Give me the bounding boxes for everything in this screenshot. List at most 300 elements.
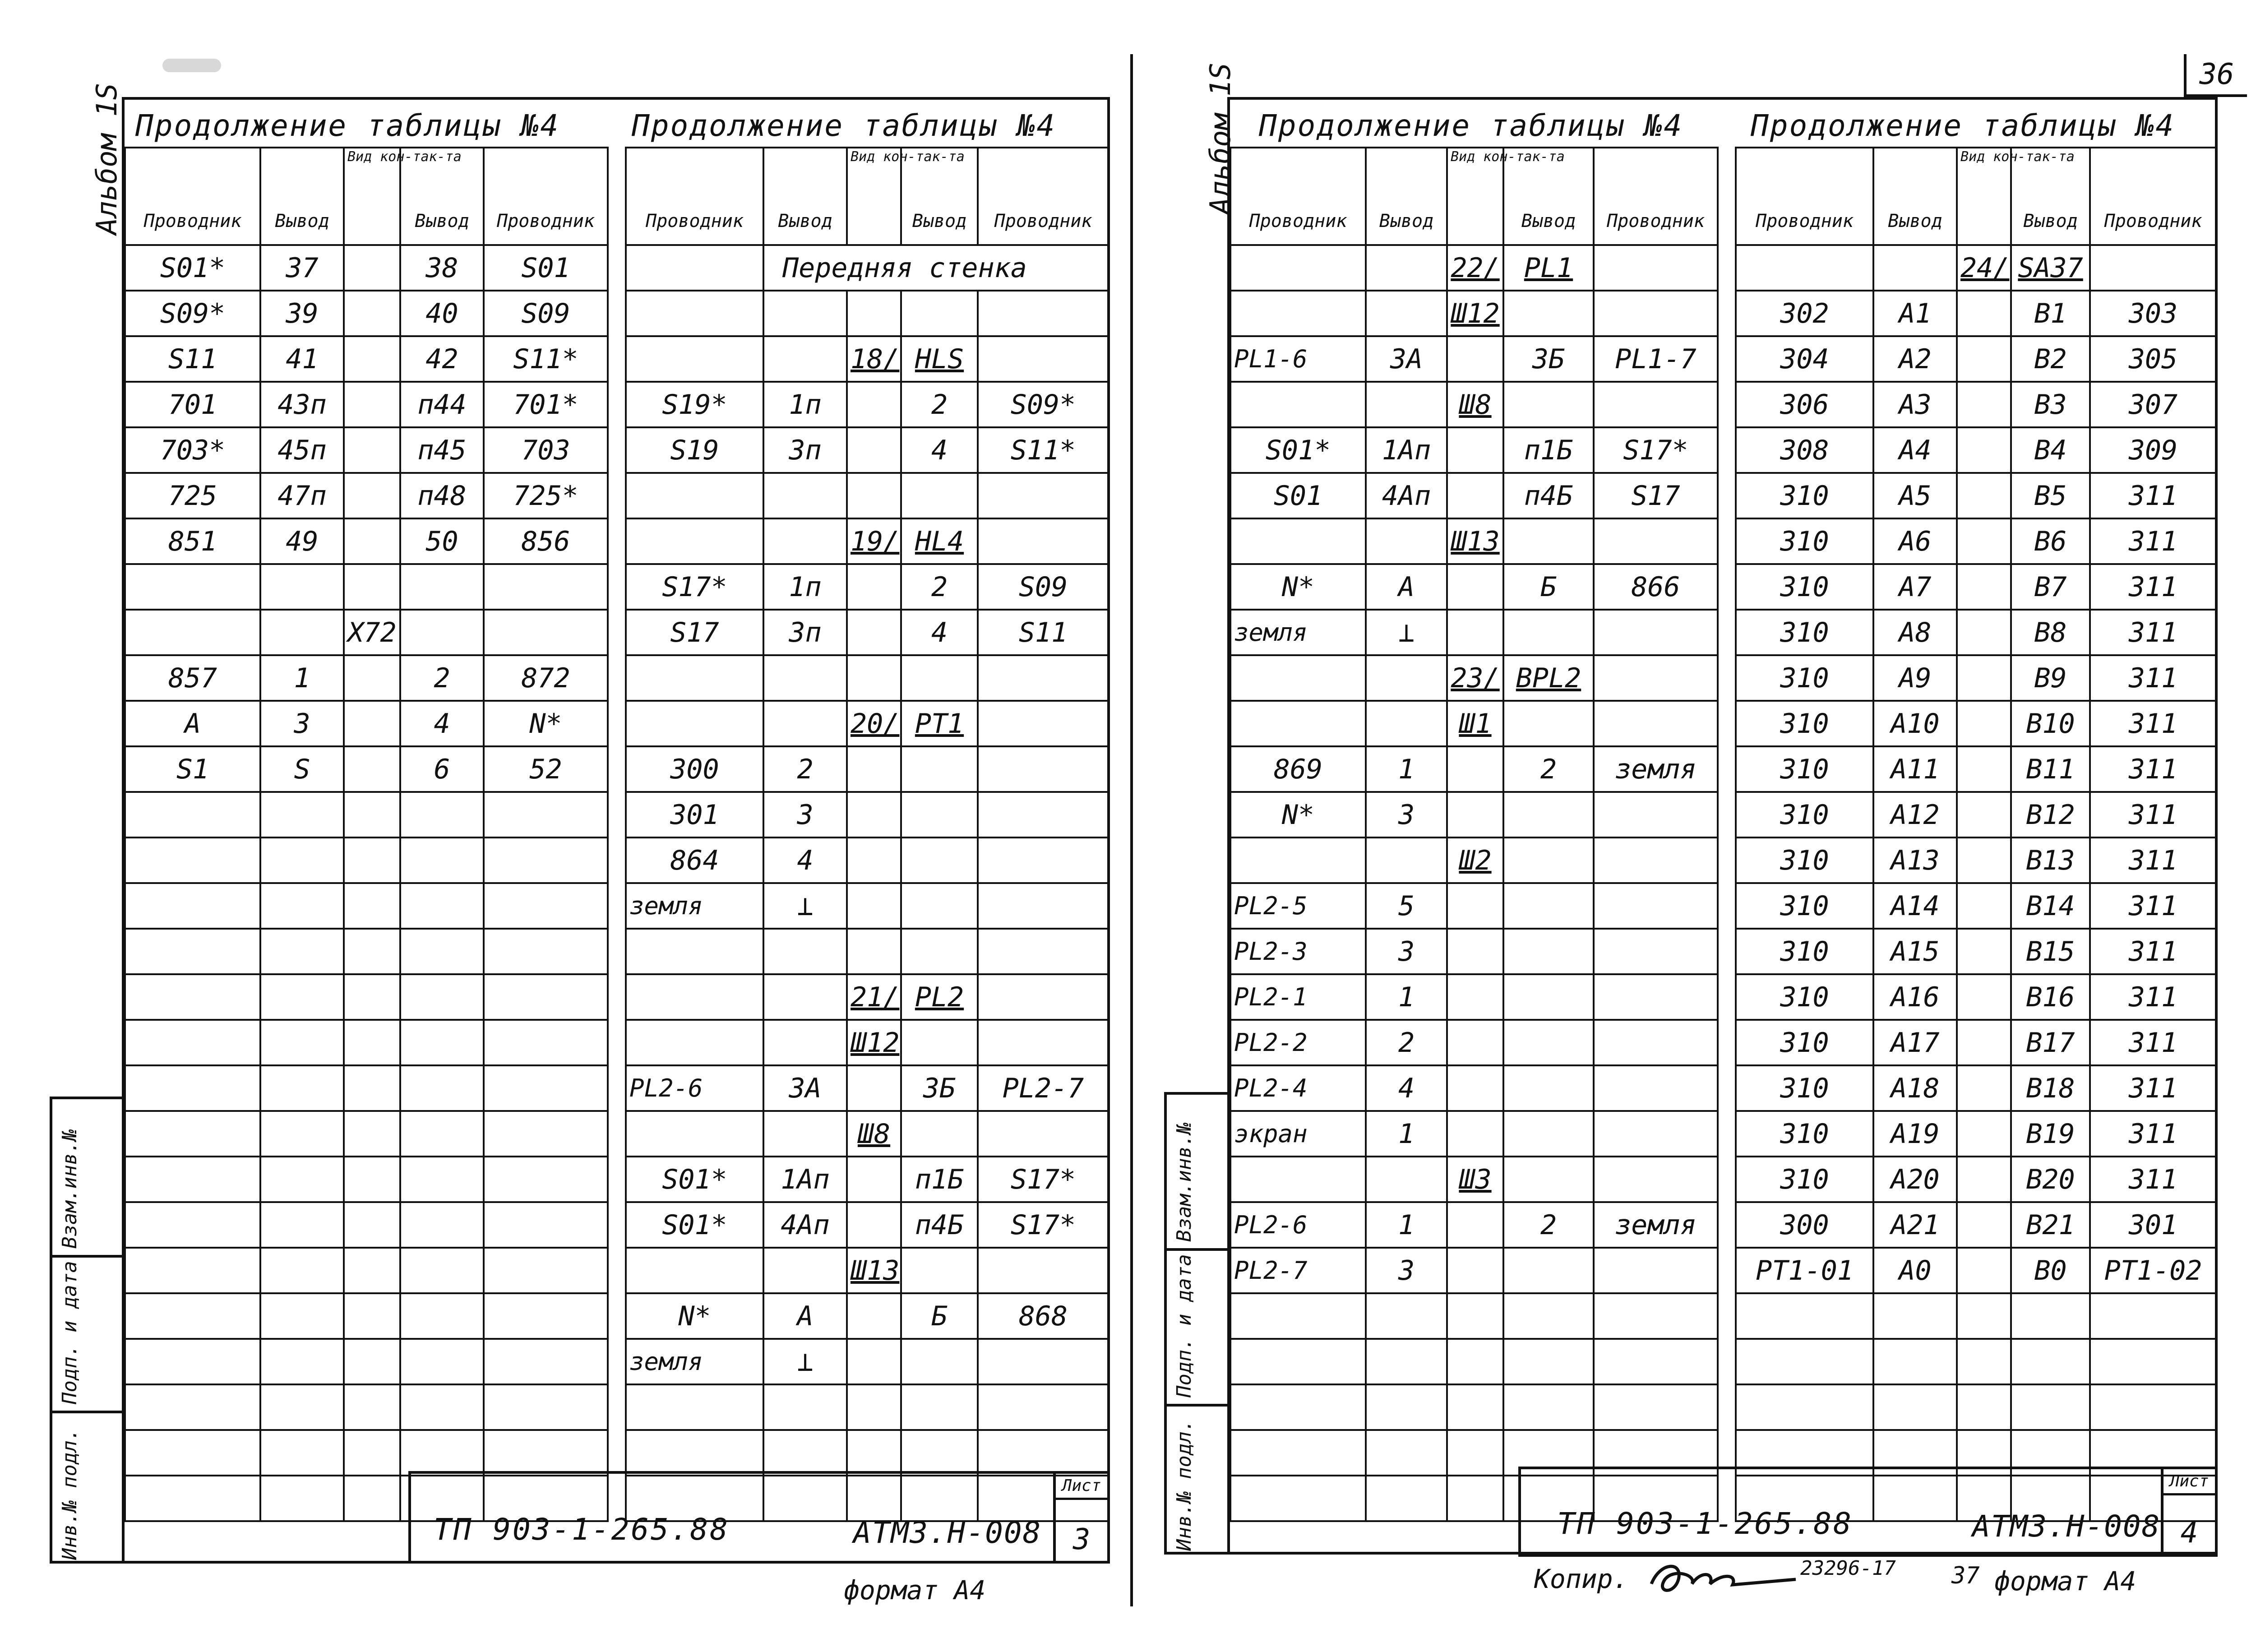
table-cell: A4 [1873, 427, 1957, 473]
table-cell [484, 1248, 608, 1293]
table-cell [125, 883, 260, 929]
table-row [1230, 427, 1718, 473]
table-cell [901, 1384, 978, 1430]
table-cell [763, 473, 847, 518]
table-row [1230, 701, 1718, 746]
table-cell [1594, 883, 1718, 929]
page-number: 36 [2184, 54, 2247, 97]
sheet-number: 4 [2180, 1516, 2198, 1550]
table-cell [2011, 1339, 2090, 1384]
table-cell: A3 [1873, 382, 1957, 427]
table-cell [1447, 610, 1503, 655]
table-b-title: Продолжение таблицы №4 [632, 108, 1056, 143]
table-cell [260, 1293, 344, 1339]
table-cell [1230, 1339, 1366, 1384]
table-row [1230, 929, 1718, 974]
table-row [1230, 1339, 1718, 1384]
table-cell [901, 473, 978, 518]
table-cell [484, 883, 608, 929]
table-row [125, 1293, 608, 1339]
document-code: АТМ3.Н-008 [1972, 1509, 2161, 1544]
table-cell [763, 1248, 847, 1293]
table-cell: A7 [1873, 564, 1957, 610]
table-cell: HLS [901, 336, 978, 382]
table-cell [978, 746, 1109, 792]
table-cell [763, 974, 847, 1020]
table-cell [1503, 883, 1594, 929]
table-row [1736, 336, 2216, 382]
table-cell [1957, 518, 2011, 564]
table-cell: A21 [1873, 1202, 1957, 1248]
table-row [125, 1157, 608, 1202]
table-cell [1957, 838, 2011, 883]
table-cell [847, 473, 901, 518]
table-cell [847, 427, 901, 473]
table-cell [1230, 701, 1366, 746]
table-cell [1594, 1384, 1718, 1430]
table-cell [1230, 291, 1366, 336]
table-cell [847, 1202, 901, 1248]
table-cell [763, 291, 847, 336]
table-cell: 1 [1366, 746, 1447, 792]
table-cell [344, 1020, 400, 1065]
table-cell [763, 1430, 847, 1476]
table-cell [1366, 1293, 1447, 1339]
table-row [1230, 382, 1718, 427]
table-cell: 308 [1736, 427, 1873, 473]
header-terminal: Вывод [1873, 148, 1957, 245]
table-header-row [1736, 148, 2216, 245]
table-cell: 41 [260, 336, 344, 382]
header-contact-type: Вид кон-так-та [847, 148, 901, 245]
table-cell [1503, 1339, 1594, 1384]
table-cell: Ш1 [1447, 701, 1503, 746]
table-header-row [626, 148, 1109, 245]
table-cell [1447, 564, 1503, 610]
table-cell: N* [1230, 564, 1366, 610]
table-cell: S17* [978, 1202, 1109, 1248]
table-cell [1366, 518, 1447, 564]
copyist-signature [1647, 1552, 1800, 1602]
table-cell: земля [626, 883, 763, 929]
left-side-stub [50, 1097, 125, 1564]
table-cell: А [763, 1293, 847, 1339]
table-cell: A9 [1873, 655, 1957, 701]
table-cell: B19 [2011, 1111, 2090, 1157]
table-cell: PT1-01 [1736, 1248, 1873, 1293]
table-row [125, 1248, 608, 1293]
table-row [125, 792, 608, 838]
table-cell [847, 1384, 901, 1430]
table-cell: A16 [1873, 974, 1957, 1020]
table-cell: S09* [978, 382, 1109, 427]
table-cell: B17 [2011, 1020, 2090, 1065]
table-cell [847, 1065, 901, 1111]
table-cell: 1 [1366, 1111, 1447, 1157]
table-cell [260, 1202, 344, 1248]
table-cell [847, 291, 901, 336]
table-cell: 2 [1503, 746, 1594, 792]
table-cell [400, 564, 484, 610]
table-row [125, 1020, 608, 1065]
table-cell [1366, 838, 1447, 883]
table-cell: 311 [2090, 929, 2216, 974]
table-cell: 2 [901, 564, 978, 610]
table-cell [344, 746, 400, 792]
table-cell: 303 [2090, 291, 2216, 336]
table-cell: A11 [1873, 746, 1957, 792]
table-cell: п44 [400, 382, 484, 427]
table-cell: 4 [400, 701, 484, 746]
table-cell [1366, 1157, 1447, 1202]
table-cell [1503, 1384, 1594, 1430]
table-cell: 310 [1736, 883, 1873, 929]
table-cell [1447, 746, 1503, 792]
table-cell: B3 [2011, 382, 2090, 427]
table-cell [484, 1157, 608, 1202]
table-cell [400, 1384, 484, 1430]
table-cell: S17* [1594, 427, 1718, 473]
table-cell [1957, 1248, 2011, 1293]
table-cell [400, 1157, 484, 1202]
table-row [1230, 1202, 1718, 1248]
table-row [1230, 883, 1718, 929]
table-cell [901, 746, 978, 792]
table-cell [901, 291, 978, 336]
table-cell: 3А [1366, 336, 1447, 382]
table-row [1230, 838, 1718, 883]
table-cell: 5 [1366, 883, 1447, 929]
table-cell: 311 [2090, 792, 2216, 838]
table-cell [1594, 929, 1718, 974]
header-contact-type: Вид кон-так-та [344, 148, 400, 245]
table-cell [1957, 1339, 2011, 1384]
table-cell: N* [1230, 792, 1366, 838]
table-cell [125, 564, 260, 610]
table-cell: HL4 [901, 518, 978, 564]
wiring-table-a [124, 147, 609, 1522]
table-cell [1503, 518, 1594, 564]
table-cell [1736, 245, 1873, 291]
table-cell [763, 1384, 847, 1430]
table-d-title: Продолжение таблицы №4 [1751, 108, 2175, 143]
table-cell: 39 [260, 291, 344, 336]
table-row [626, 1384, 1109, 1430]
table-row [1736, 427, 2216, 473]
table-cell [1503, 1020, 1594, 1065]
table-row [125, 427, 608, 473]
table-cell: 857 [125, 655, 260, 701]
table-cell: земля [1594, 1202, 1718, 1248]
table-row [626, 746, 1109, 792]
table-cell: ⊥ [763, 883, 847, 929]
stub-cell-replaced [52, 1099, 122, 1255]
table-cell: ⊥ [763, 1339, 847, 1384]
table-cell [763, 701, 847, 746]
table-cell [763, 655, 847, 701]
table-cell [484, 564, 608, 610]
table-cell: А [1366, 564, 1447, 610]
table-cell: экран [1230, 1111, 1366, 1157]
table-cell [260, 1020, 344, 1065]
table-row [1736, 473, 2216, 518]
table-cell [1447, 1065, 1503, 1111]
table-row [1736, 1157, 2216, 1202]
table-cell [1736, 1384, 1873, 1430]
table-cell [1594, 1065, 1718, 1111]
table-cell: 310 [1736, 1111, 1873, 1157]
table-cell: A20 [1873, 1157, 1957, 1202]
table-cell: 311 [2090, 518, 2216, 564]
table-cell: 311 [2090, 1111, 2216, 1157]
table-row [1230, 291, 1718, 336]
table-cell: B10 [2011, 701, 2090, 746]
table-row [125, 929, 608, 974]
table-cell: 3 [1366, 1248, 1447, 1293]
table-cell: земля [1594, 746, 1718, 792]
table-cell [1503, 610, 1594, 655]
table-cell [978, 1020, 1109, 1065]
header-terminal: Вывод [400, 148, 484, 245]
table-cell: 43п [260, 382, 344, 427]
table-cell [1230, 1476, 1366, 1521]
table-cell: 872 [484, 655, 608, 701]
table-cell [260, 1384, 344, 1430]
table-cell: 2 [400, 655, 484, 701]
table-cell: 311 [2090, 883, 2216, 929]
table-cell [626, 655, 763, 701]
table-cell [1957, 1202, 2011, 1248]
table-cell [847, 883, 901, 929]
table-cell: 1Ап [763, 1157, 847, 1202]
table-cell [344, 1476, 400, 1521]
table-row [125, 701, 608, 746]
table-cell: 2 [1366, 1020, 1447, 1065]
table-cell: 50 [400, 518, 484, 564]
table-cell [978, 838, 1109, 883]
table-cell: п1Б [901, 1157, 978, 1202]
table-cell: 310 [1736, 746, 1873, 792]
table-cell [260, 1065, 344, 1111]
table-cell [260, 883, 344, 929]
table-cell [847, 382, 901, 427]
table-cell: 1п [763, 564, 847, 610]
table-cell [344, 1111, 400, 1157]
table-cell: 310 [1736, 1157, 1873, 1202]
header-terminal: Вывод [1503, 148, 1594, 245]
stub-label-signature: Подп. и дата [58, 1261, 81, 1404]
table-row [626, 929, 1109, 974]
table-header-row [1230, 148, 1718, 245]
table-cell: B16 [2011, 974, 2090, 1020]
table-row [626, 792, 1109, 838]
table-cell: B4 [2011, 427, 2090, 473]
table-cell [626, 701, 763, 746]
stub-cell-inventory [52, 1411, 122, 1566]
table-row [125, 746, 608, 792]
table-row [1736, 655, 2216, 701]
table-cell [125, 610, 260, 655]
table-cell: 49 [260, 518, 344, 564]
table-cell [260, 564, 344, 610]
table-cell [763, 1111, 847, 1157]
table-cell: B6 [2011, 518, 2090, 564]
table-cell [1447, 1293, 1503, 1339]
table-row [1736, 1339, 2216, 1384]
table-cell [1957, 746, 2011, 792]
table-cell: S01 [484, 245, 608, 291]
table-cell: A0 [1873, 1248, 1957, 1293]
table-cell [1873, 1384, 1957, 1430]
table-cell [2090, 1293, 2216, 1339]
table-cell [1594, 655, 1718, 701]
table-cell [1594, 838, 1718, 883]
table-row [1230, 974, 1718, 1020]
table-cell [626, 929, 763, 974]
table-row [1736, 564, 2216, 610]
table-cell: 47п [260, 473, 344, 518]
table-cell: 2 [1503, 1202, 1594, 1248]
table-row [1736, 974, 2216, 1020]
table-cell [1503, 1157, 1594, 1202]
table-cell: B0 [2011, 1248, 2090, 1293]
table-cell [344, 1339, 400, 1384]
table-cell: S01* [626, 1202, 763, 1248]
table-cell [400, 1111, 484, 1157]
table-cell: PL2-4 [1230, 1065, 1366, 1111]
table-cell: 725 [125, 473, 260, 518]
table-cell: BPL2 [1503, 655, 1594, 701]
table-cell [978, 974, 1109, 1020]
header-conductor: Проводник [125, 148, 260, 245]
table-cell [1230, 1384, 1366, 1430]
table-cell [901, 1020, 978, 1065]
table-cell [260, 1339, 344, 1384]
table-cell: S11* [484, 336, 608, 382]
table-cell [1594, 291, 1718, 336]
right-title-block [1518, 1467, 2218, 1557]
table-cell [400, 1430, 484, 1476]
table-cell: 305 [2090, 336, 2216, 382]
table-cell: 2 [763, 746, 847, 792]
table-row [1736, 1384, 2216, 1430]
table-cell [344, 1157, 400, 1202]
table-cell [978, 883, 1109, 929]
table-cell: земля [1230, 610, 1366, 655]
table-row [626, 1157, 1109, 1202]
table-cell [260, 1430, 344, 1476]
stub-cell-inventory [1167, 1404, 1227, 1557]
project-code: ТП 903-1-265.88 [434, 1512, 730, 1547]
header-terminal: Вывод [2011, 148, 2090, 245]
table-cell [1957, 610, 2011, 655]
table-cell [344, 427, 400, 473]
table-row [626, 1202, 1109, 1248]
table-cell [978, 473, 1109, 518]
table-cell: PT1-02 [2090, 1248, 2216, 1293]
table-cell [1503, 974, 1594, 1020]
table-row [626, 1020, 1109, 1065]
table-cell: 311 [2090, 746, 2216, 792]
table-cell [1503, 291, 1594, 336]
table-cell: п48 [400, 473, 484, 518]
table-row [626, 1111, 1109, 1157]
table-cell [400, 1065, 484, 1111]
header-conductor: Проводник [1230, 148, 1366, 245]
table-cell [484, 838, 608, 883]
table-cell: A2 [1873, 336, 1957, 382]
table-cell [1447, 1476, 1503, 1521]
table-cell [125, 1339, 260, 1384]
table-cell: S11* [978, 427, 1109, 473]
header-terminal: Вывод [763, 148, 847, 245]
table-header-row [125, 148, 608, 245]
wiring-table-d [1735, 147, 2217, 1522]
table-cell: 3 [1366, 929, 1447, 974]
table-cell: 1п [763, 382, 847, 427]
table-cell [1594, 701, 1718, 746]
header-terminal: Вывод [901, 148, 978, 245]
table-cell [763, 518, 847, 564]
table-cell: 3Б [1503, 336, 1594, 382]
table-cell [1366, 1476, 1447, 1521]
sheet-number-cell [1053, 1474, 1107, 1561]
table-cell [1873, 245, 1957, 291]
table-row [1736, 518, 2216, 564]
table-cell [1957, 1111, 2011, 1157]
table-cell [400, 1293, 484, 1339]
table-row [125, 1384, 608, 1430]
table-cell [125, 1430, 260, 1476]
table-cell: 310 [1736, 518, 1873, 564]
table-cell: 6 [400, 746, 484, 792]
table-cell [400, 883, 484, 929]
table-cell [400, 1248, 484, 1293]
table-row [626, 473, 1109, 518]
table-cell: B2 [2011, 336, 2090, 382]
table-cell [978, 1111, 1109, 1157]
table-cell [344, 564, 400, 610]
table-cell [1594, 1339, 1718, 1384]
table-cell: A5 [1873, 473, 1957, 518]
table-cell: 4 [763, 838, 847, 883]
table-cell [847, 564, 901, 610]
table-cell [125, 1476, 260, 1521]
table-cell [901, 1248, 978, 1293]
table-cell [901, 1339, 978, 1384]
table-cell [978, 1339, 1109, 1384]
table-cell: 311 [2090, 974, 2216, 1020]
table-cell: 864 [626, 838, 763, 883]
table-cell: 310 [1736, 1020, 1873, 1065]
table-row [626, 1339, 1109, 1384]
table-cell [344, 792, 400, 838]
table-cell: 311 [2090, 838, 2216, 883]
table-cell: п1Б [1503, 427, 1594, 473]
table-row-span [626, 245, 1109, 291]
table-cell [847, 1293, 901, 1339]
table-cell: S19* [626, 382, 763, 427]
table-cell: 869 [1230, 746, 1366, 792]
table-cell: PL2-6 [1230, 1202, 1366, 1248]
table-cell: B13 [2011, 838, 2090, 883]
table-row [125, 564, 608, 610]
table-cell: 309 [2090, 427, 2216, 473]
table-cell [1873, 1339, 1957, 1384]
table-row [1230, 1384, 1718, 1430]
table-cell: S01 [1230, 473, 1366, 518]
table-cell [1230, 518, 1366, 564]
